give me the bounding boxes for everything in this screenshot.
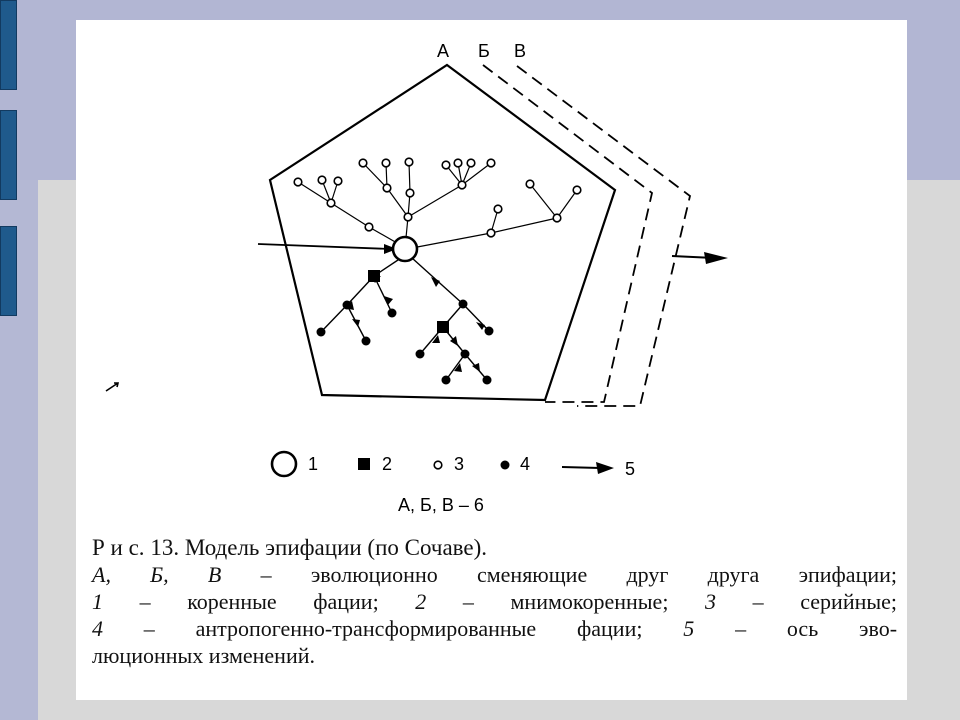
anthropogenic-node [483, 376, 492, 385]
legend-symbol-root [272, 452, 296, 476]
serial-node [327, 199, 335, 207]
caption-num-3: 3 [705, 589, 717, 614]
caption-num-2: 2 [415, 589, 427, 614]
anthropogenic-nodes [317, 300, 494, 385]
serial-node [454, 159, 462, 167]
legend-symbol-square [358, 458, 370, 470]
legend-symbol-arrow-line [562, 467, 600, 468]
anthropogenic-tree-lines [321, 258, 489, 380]
caption-num-1: 1 [92, 589, 103, 614]
serial-node [334, 177, 342, 185]
legend-num-2: 2 [382, 454, 393, 474]
legend-num-3: 3 [454, 454, 465, 474]
anthropogenic-node [317, 328, 326, 337]
root-facies-node [393, 237, 417, 261]
serial-node [458, 181, 466, 189]
serial-node [467, 159, 475, 167]
serial-node [294, 178, 302, 186]
serial-node [573, 186, 581, 194]
caption-text-4: антропогенно-трансформированные фации; [195, 616, 643, 641]
legend-symbol-open-dot [434, 461, 442, 469]
caption-abv-labels: А, Б, В [92, 562, 222, 587]
serial-facies-nodes [294, 158, 581, 237]
serial-node [405, 158, 413, 166]
serial-node [487, 229, 495, 237]
serial-node [359, 159, 367, 167]
anthropogenic-node [442, 376, 451, 385]
serial-node [383, 184, 391, 192]
label-b: Б [478, 41, 490, 61]
incoming-arrow-line [258, 244, 390, 249]
serial-node [382, 159, 390, 167]
anthropogenic-node [461, 350, 470, 359]
serial-node [526, 180, 534, 188]
pentagon-b [483, 65, 652, 402]
caption-title [92, 534, 897, 561]
caption-line-4: 4 – антропогенно-трансформированные фации; 5 – ось эво- [92, 616, 898, 641]
scan-speck [106, 383, 118, 391]
legend-num-4: 4 [520, 454, 531, 474]
serial-node [487, 159, 495, 167]
branch-arrowhead [352, 319, 360, 327]
serial-node [406, 189, 414, 197]
anthropogenic-node [459, 300, 468, 309]
serial-node [318, 176, 326, 184]
caption-num-5: 5 [683, 616, 695, 641]
caption-title-prefix: Р и с. [92, 535, 145, 560]
anthropogenic-node [343, 301, 352, 310]
figure-caption [92, 534, 897, 669]
serial-tree-lines [298, 162, 577, 248]
caption-text-1: коренные фации; [187, 589, 379, 614]
caption-text-5: ось эво- [786, 616, 898, 641]
pentagon-v [517, 66, 690, 406]
legend [272, 452, 635, 515]
pentagon-a [270, 65, 615, 400]
caption-text-2: мнимокоренные; [510, 589, 669, 614]
label-v: В [514, 41, 527, 61]
caption-line-5: люционных изменений. [92, 643, 315, 668]
serial-node [494, 205, 502, 213]
legend-symbol-arrowhead [596, 462, 614, 474]
evolution-axis-arrowhead [704, 252, 728, 264]
caption-text-3: серийные; [800, 589, 898, 614]
serial-node [442, 161, 450, 169]
legend-num-5: 5 [625, 459, 636, 479]
legend-num-1: 1 [308, 454, 319, 474]
serial-node [365, 223, 373, 231]
caption-title-text: 13. Модель эпифации (по Сочаве). [150, 535, 488, 560]
caption-abv-text: эволюционно сменяющие друг друга эпифации; [310, 562, 898, 587]
anthropogenic-node [388, 309, 397, 318]
branch-arrowhead [476, 322, 485, 330]
legend-abv-6: А, Б, В – 6 [398, 495, 484, 515]
caption-num-4: 4 [92, 616, 103, 641]
anthropogenic-node [485, 327, 494, 336]
label-a: А [437, 41, 450, 61]
legend-symbol-filled-dot [501, 461, 510, 470]
caption-line-2: А, Б, В – эволюционно сменяющие друг друга эпифации; [92, 562, 898, 587]
pseudo-root-node [437, 321, 449, 333]
pseudo-root-node [368, 270, 380, 282]
serial-node [553, 214, 561, 222]
serial-node [404, 213, 412, 221]
caption-line-3: 1 – коренные фации; 2 – мнимокоренные; 3 – серийные; [92, 589, 898, 614]
anthropogenic-node [362, 337, 371, 346]
anthropogenic-node [416, 350, 425, 359]
